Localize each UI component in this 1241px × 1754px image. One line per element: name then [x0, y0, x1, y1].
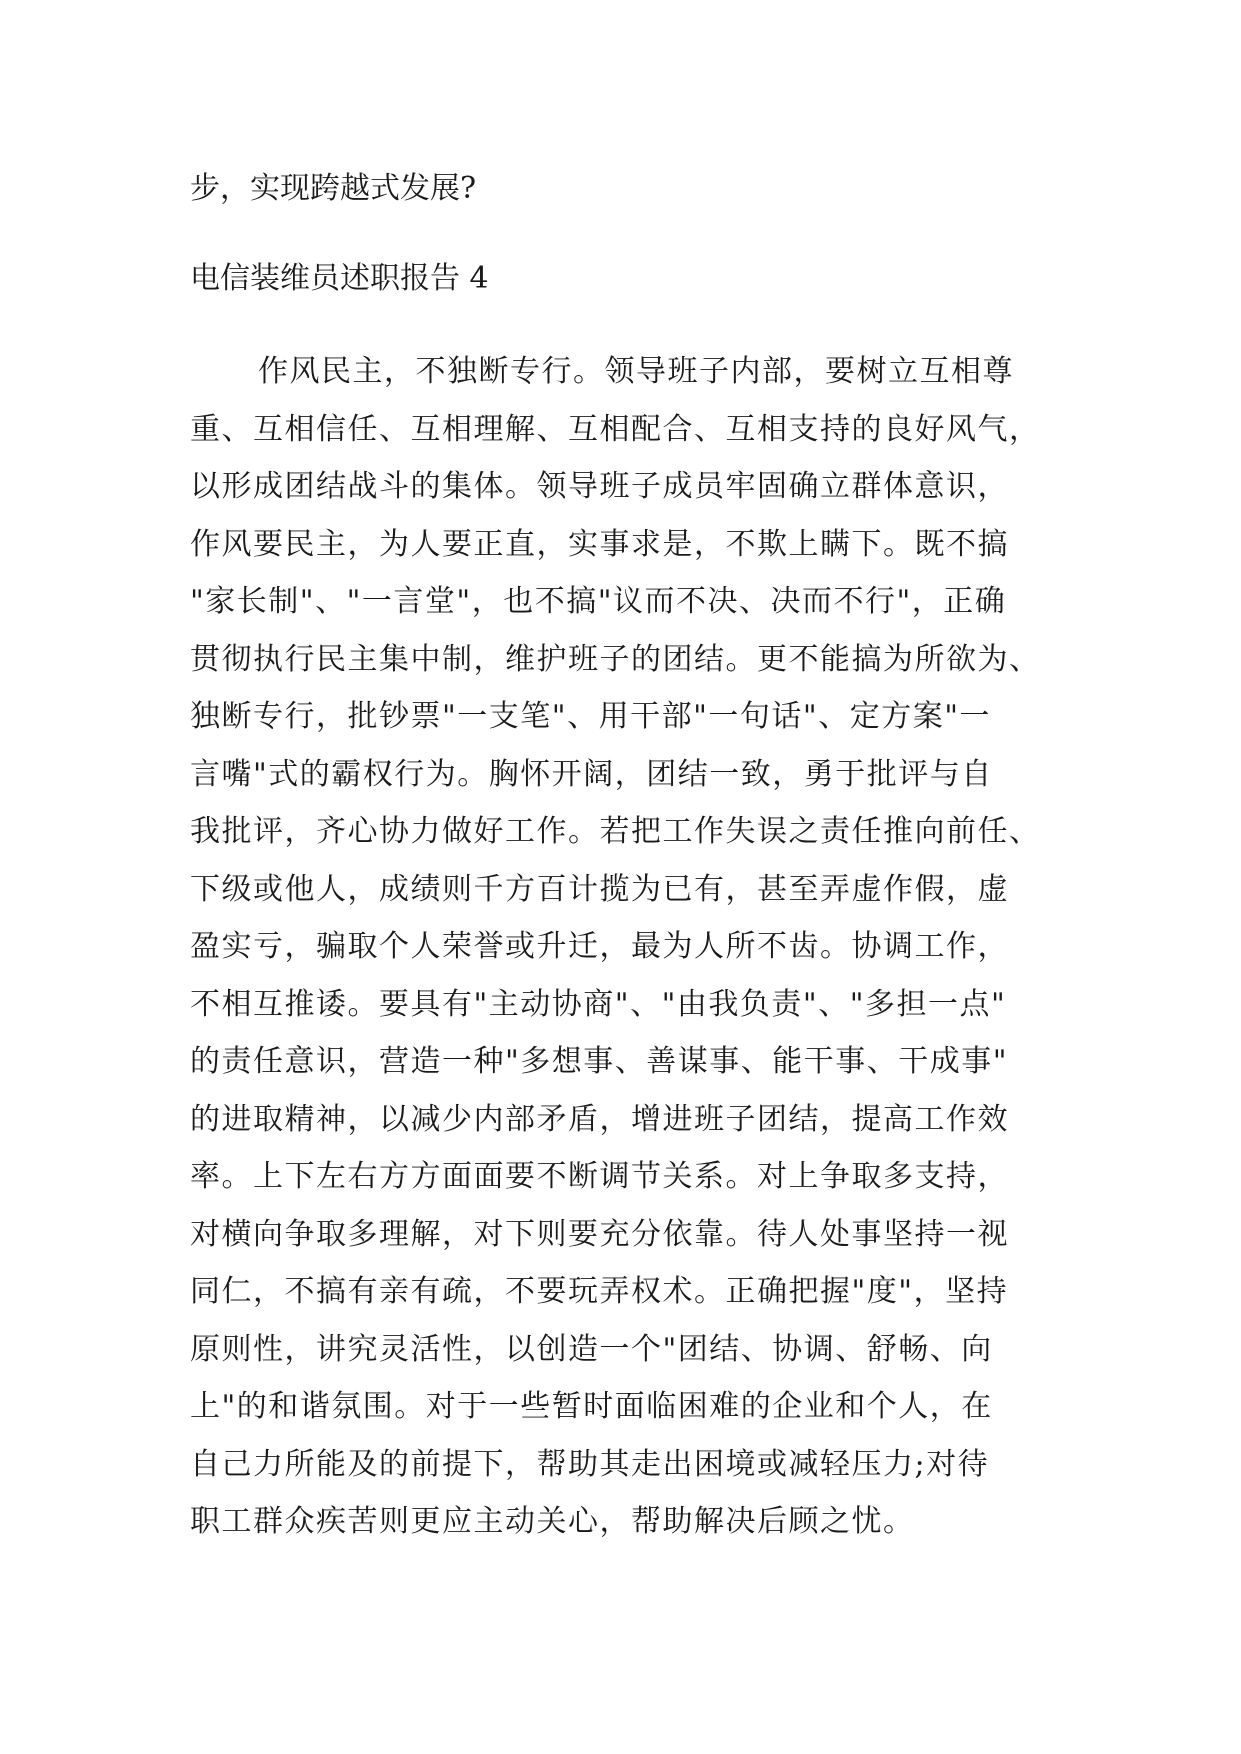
paragraph-line: "家长制"、"一言堂"，也不搞"议而不决、决而不行"，正确	[190, 584, 1007, 619]
paragraph-line: 原则性，讲究灵活性，以创造一个"团结、协调、舒畅、向	[190, 1331, 993, 1367]
paragraph-line: 同仁，不搞有亲有疏，不要玩弄权术。正确把握"度"，坚持	[190, 1274, 1009, 1309]
paragraph-line: 对横向争取多理解，对下则要充分依靠。待人处事坚持一视	[190, 1216, 1009, 1252]
paragraph-line: 独断专行，批钞票"一支笔"、用干部"一句话"、定方案"一	[190, 699, 991, 734]
paragraph-line: 自己力所能及的前提下，帮助其走出困境或减轻压力;对待	[190, 1446, 990, 1482]
paragraph-line: 上"的和谐氛围。对于一些暂时面临困难的企业和个人，在	[190, 1389, 993, 1424]
paragraph-line: 的进取精神，以减少内部矛盾，增进班子团结，提高工作效	[190, 1101, 1009, 1137]
paragraph-line: 言嘴"式的霸权行为。胸怀开阔，团结一致，勇于批评与自	[190, 756, 993, 792]
paragraph-line: 重、互相信任、互相理解、互相配合、互相支持的良好风气，	[190, 411, 1041, 447]
paragraph-line: 作风民主，不独断专行。领导班子内部，要树立互相尊	[258, 354, 1014, 389]
paragraph-line: 贯彻执行民主集中制，维护班子的团结。更不能搞为所欲为、	[190, 641, 1041, 677]
body-paragraph	[190, 343, 1070, 1551]
continuation-line: 步，实现跨越式发展?	[190, 171, 477, 206]
paragraph-line: 以形成团结战斗的集体。领导班子成员牢固确立群体意识，	[190, 469, 1009, 504]
paragraph-line: 率。上下左右方方面面要不断调节关系。对上争取多支持，	[190, 1159, 1009, 1194]
paragraph-line: 下级或他人，成绩则千方百计揽为已有，甚至弄虚作假，虚	[190, 871, 1009, 907]
section-heading: 电信装维员述职报告 4	[190, 261, 489, 296]
paragraph-line: 盈实亏，骗取个人荣誉或升迁，最为人所不齿。协调工作，	[190, 929, 1009, 964]
paragraph-line: 作风要民主，为人要正直，实事求是，不欺上瞒下。既不搞	[190, 526, 1009, 562]
paragraph-line: 我批评，齐心协力做好工作。若把工作失误之责任推向前任、	[190, 814, 1041, 849]
paragraph-line: 不相互推诿。要具有"主动协商"、"由我负责"、"多担一点"	[190, 986, 1007, 1022]
paragraph-line: 的责任意识，营造一种"多想事、善谋事、能干事、干成事"	[190, 1044, 1009, 1079]
paragraph-line: 职工群众疾苦则更应主动关心，帮助解决后顾之忧。	[190, 1504, 915, 1539]
